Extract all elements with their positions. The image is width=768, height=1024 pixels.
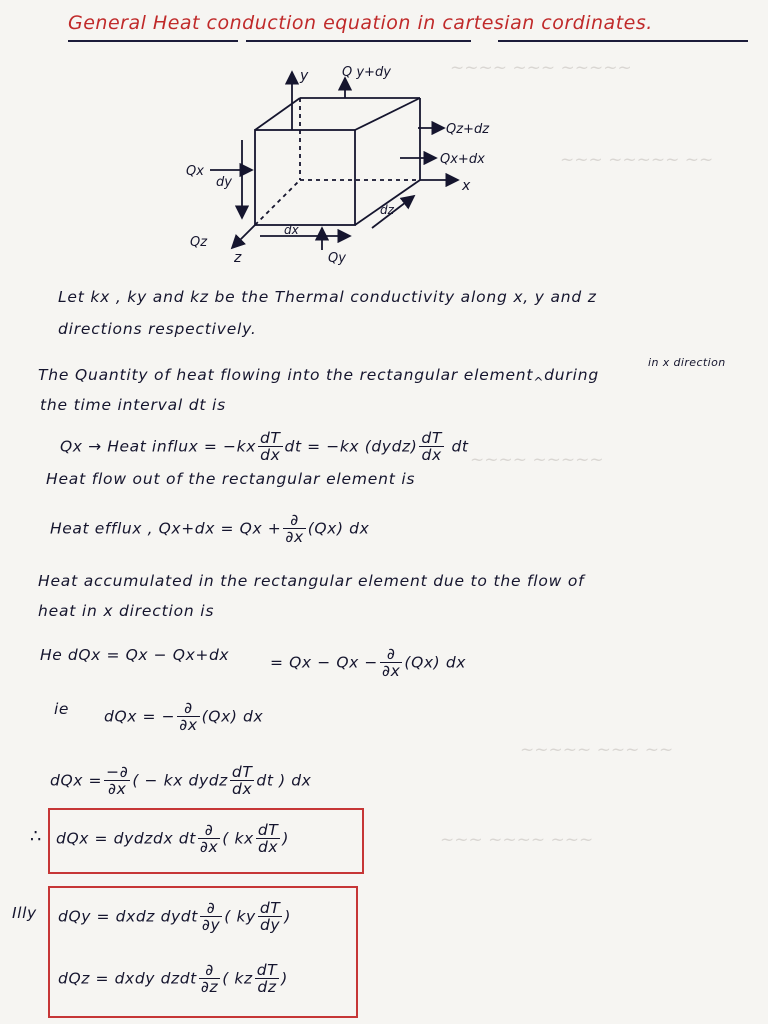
bleed-through-text: ~~~~ ~~~~~ xyxy=(470,450,604,470)
label-qzdz: Qz+dz xyxy=(446,122,490,137)
equation-dqx-1b: = Qx − Qx − $\frac{\partial}{\partial x}$ (Qx) dx xyxy=(270,645,467,681)
text-line-4: the time interval dt is xyxy=(40,396,226,414)
label-dy: dy xyxy=(216,175,232,190)
illy-label: Illy xyxy=(12,904,37,922)
label-x: x xyxy=(462,178,471,194)
equation-dqx-2: dQx = − $\frac{\partial}{\partial x}$ (Qx) dx xyxy=(104,699,264,735)
bleed-through-text: ~~~ ~~~~~ ~~ xyxy=(560,150,714,170)
label-dx: dx xyxy=(284,223,299,237)
label-qz: Qz xyxy=(190,235,208,250)
cube-front-face xyxy=(255,130,355,225)
bleed-through-text: ~~~ ~~~~ ~~~ xyxy=(440,830,594,850)
bleed-through-text: ~~~~ ~~~ ~~~~~ xyxy=(450,58,632,78)
text-line-5: Heat flow out of the rectangular element is xyxy=(46,470,416,488)
equation-box-dqy: dQy = dxdz dydt $\frac{\partial}{\partial y}$ ( ky $\frac{dT}{dy}$ ) xyxy=(58,899,291,935)
cube-diagram xyxy=(0,0,768,280)
label-qxdx: Qx+dx xyxy=(440,152,485,167)
label-z: z xyxy=(234,250,242,266)
equation-heat-influx: Qx → Heat influx = −kx $\frac{dT}{dx}$ dt = −kx (dydz) $\frac{dT}{dx}$ dt xyxy=(60,429,469,465)
bleed-through-text: ~~~~~ ~~~ ~~ xyxy=(520,740,674,760)
ie-label: ie xyxy=(54,700,70,718)
label-qy: Qy xyxy=(328,251,346,266)
cube-hidden-edge xyxy=(255,180,300,225)
text-line-7: heat in x direction is xyxy=(38,602,215,620)
equation-box-dqx: dQx = dydzdx dt $\frac{\partial}{\partial x}$ ( kx $\frac{dT}{dx}$ ) xyxy=(56,821,289,857)
label-dz: dz xyxy=(380,203,394,217)
page-title: General Heat conduction equation in cartesian cordinates. xyxy=(68,12,653,34)
label-y: y xyxy=(300,68,309,84)
label-qx: Qx xyxy=(186,164,204,179)
cube-edge xyxy=(255,98,300,130)
text-line-6: Heat accumulated in the rectangular element due to the flow of xyxy=(38,572,585,590)
cube-edge xyxy=(355,98,420,130)
equation-dqx-3: dQx = $\frac{-\partial}{\partial x}$ ( − kx dydz $\frac{dT}{dx}$ dt ) dx xyxy=(50,763,312,799)
text-line-2: directions respectively. xyxy=(58,320,257,338)
insert-note: in x direction xyxy=(648,356,726,369)
text-line-1: Let kx , ky and kz be the Thermal conductivity along x, y and z xyxy=(58,288,597,306)
label-qydy: Q y+dy xyxy=(342,65,391,80)
equation-dqx-1: He dQx = Qx − Qx+dx xyxy=(40,646,230,664)
text-line-3: The Quantity of heat flowing into the rectangular element$_{\^{}}$during xyxy=(38,366,599,389)
equation-heat-efflux: Heat efflux , Qx+dx = Qx + $\frac{\partial}{\partial x}$ (Qx) dx xyxy=(50,511,370,547)
therefore-symbol: ∴ xyxy=(30,826,43,847)
z-axis-arrow xyxy=(232,225,255,248)
equation-box-dqz: dQz = dxdy dzdt $\frac{\partial}{\partial z}$ ( kz $\frac{dT}{dz}$ ) xyxy=(58,961,288,997)
